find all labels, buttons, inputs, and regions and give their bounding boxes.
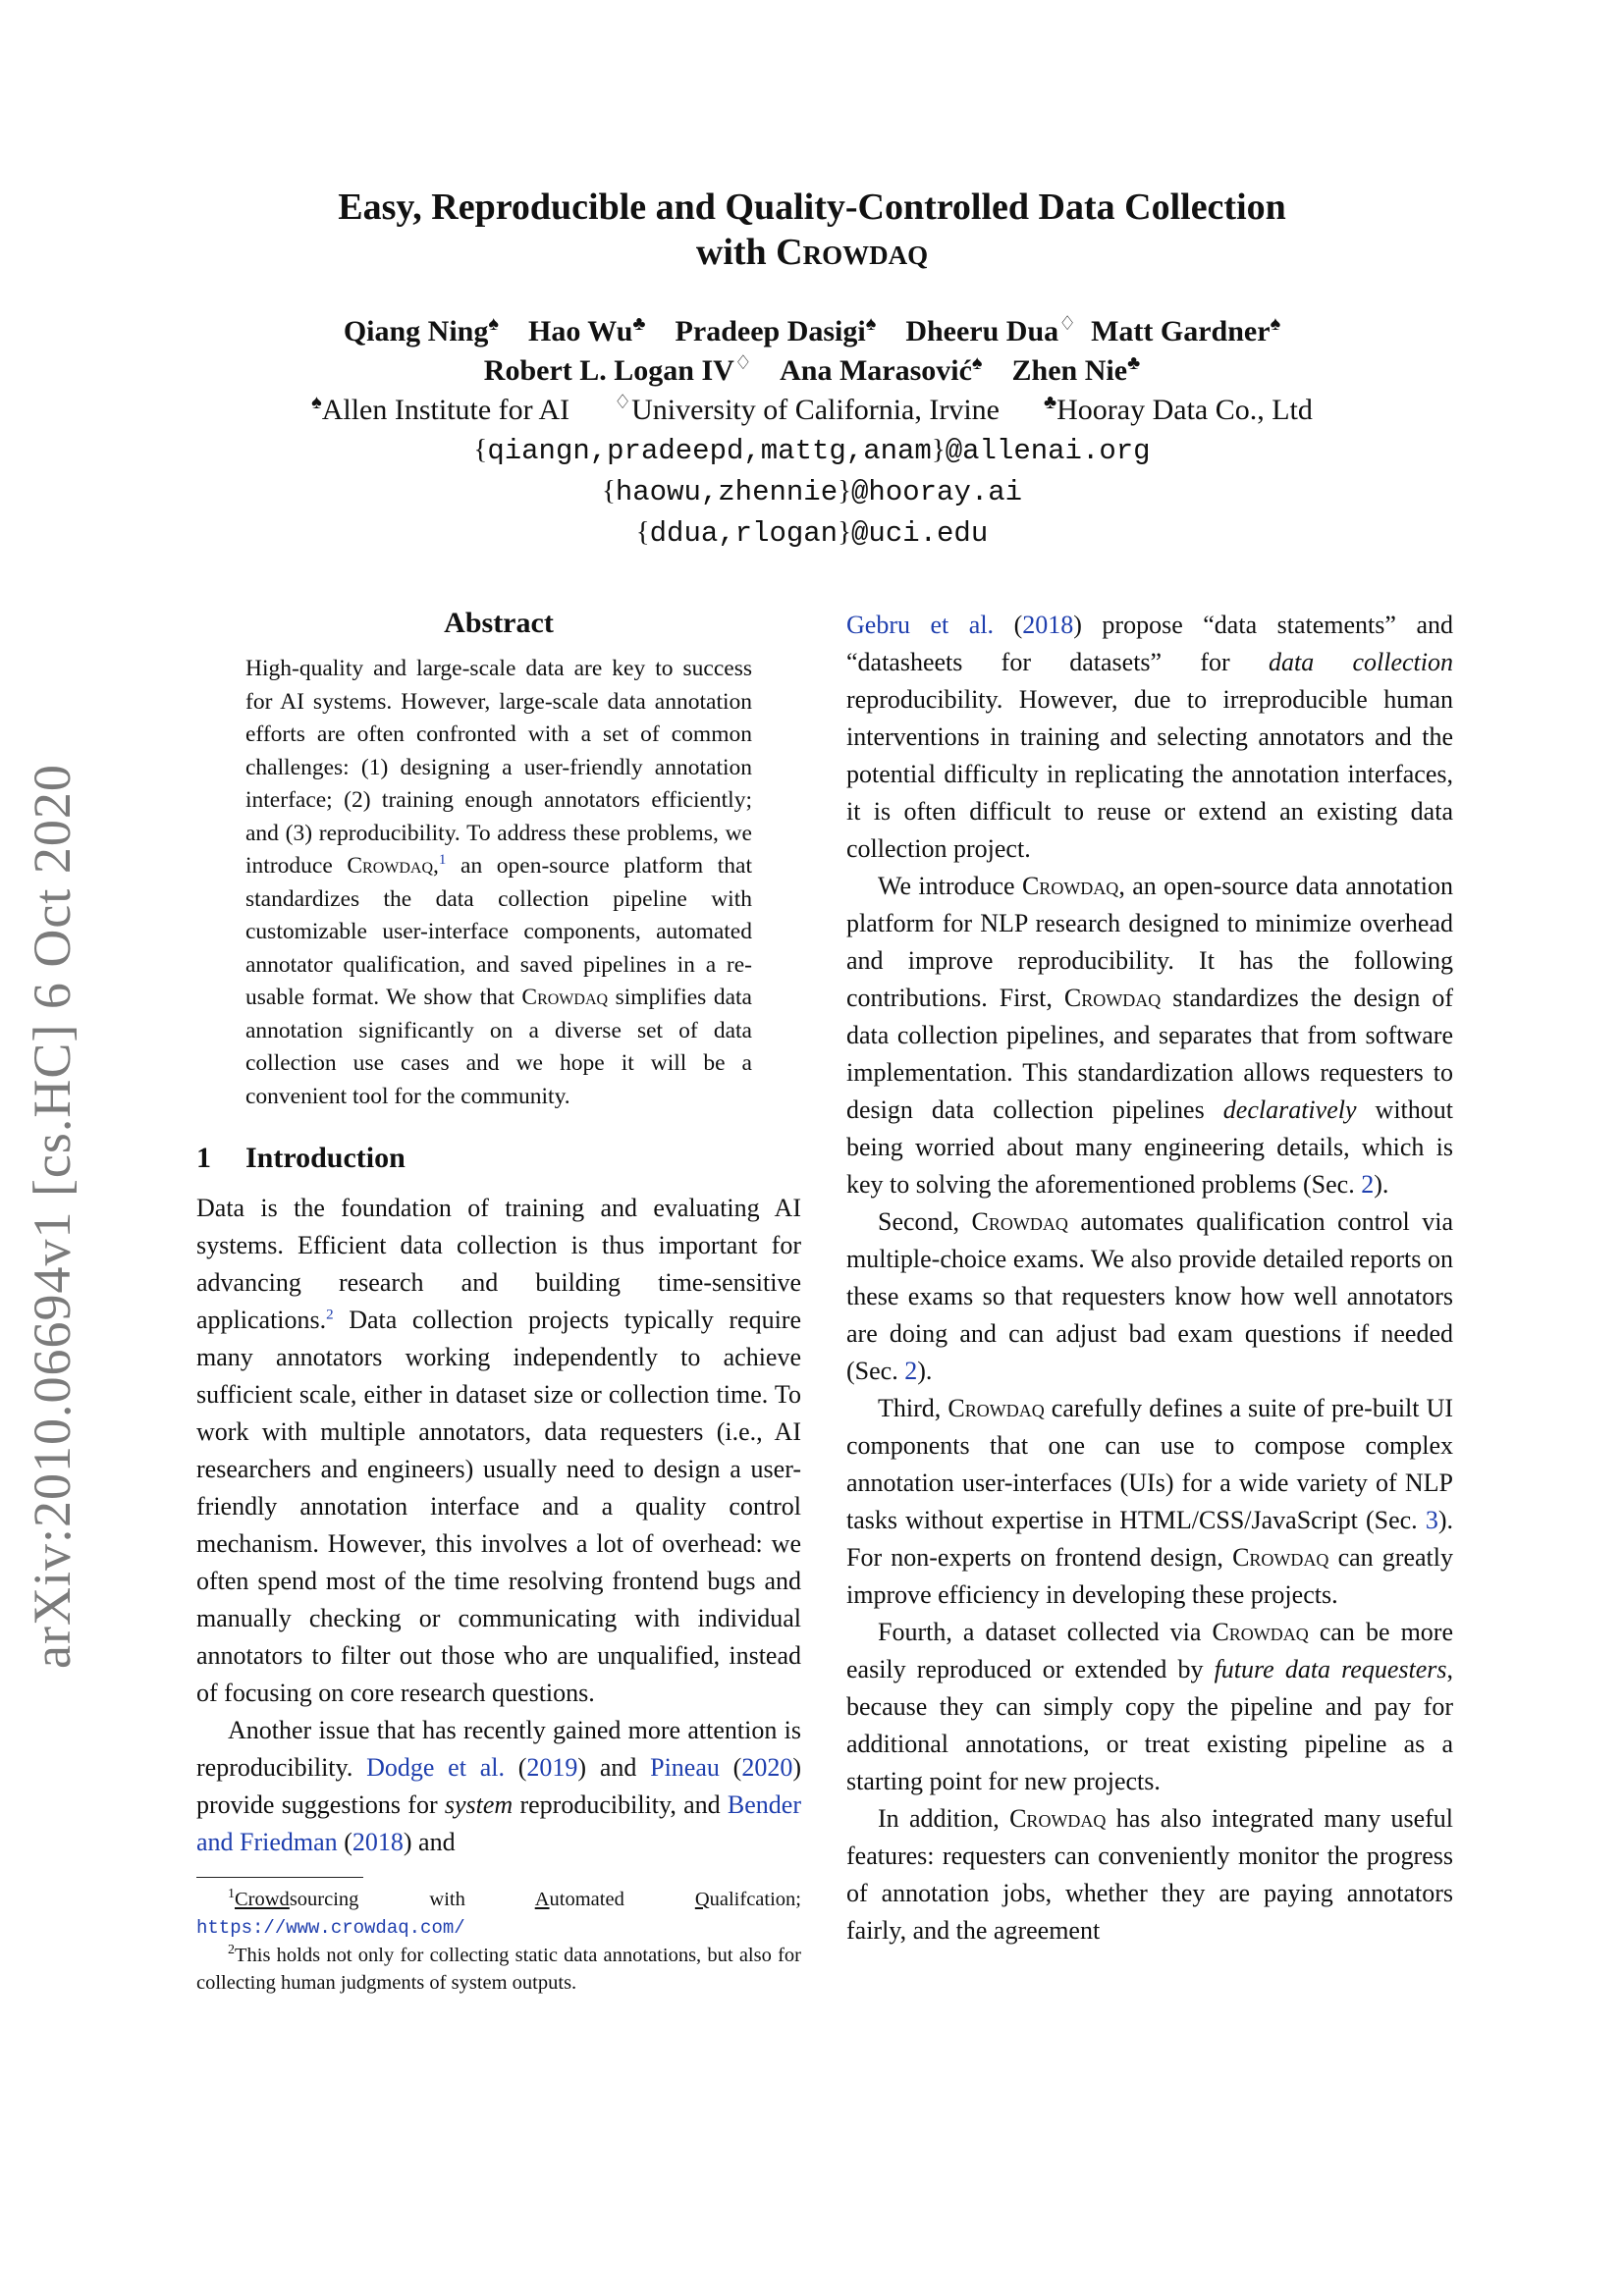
author-line-2 (0, 351, 1624, 391)
affiliation-line (0, 391, 1624, 430)
footnote-text: utomated (549, 1889, 695, 1910)
section-ref-link[interactable]: 2 (904, 1357, 918, 1385)
citation-year-link[interactable]: 2020 (741, 1753, 793, 1782)
right-paragraph-2 (846, 868, 1453, 1203)
body-text: ) (577, 1753, 587, 1782)
body-text: ). (917, 1357, 933, 1385)
crowdaq-name: Crowdaq (1021, 872, 1119, 900)
affiliation-mark: ♢ (614, 392, 632, 413)
footnote-text: sourcing with (289, 1889, 535, 1910)
body-text: Second, (878, 1207, 972, 1236)
body-text: , an open-source data annotation platform for NLP research designed to minimize overhead and improve reproducibility. It has the following contributions. First, (846, 872, 1454, 1012)
body-text: ) (1073, 611, 1082, 639)
right-column (846, 607, 1453, 1949)
citation-year-link[interactable]: 2018 (1022, 611, 1074, 639)
abstract-text: , (433, 853, 439, 879)
italic-text: future data requesters (1214, 1655, 1447, 1683)
footnote-number: 1 (228, 1887, 235, 1902)
affiliation-mark: ♠ (1270, 313, 1281, 335)
affiliation-mark: ♠ (865, 313, 877, 335)
email-line (0, 471, 1624, 512)
footnote-2 (196, 1942, 801, 1997)
body-text: ) (792, 1753, 801, 1782)
body-text: Fourth, a dataset collected via (878, 1618, 1213, 1646)
body-text: reproducibility, and (513, 1790, 728, 1819)
crowdaq-url-link[interactable]: https://www.crowdaq.com/ (196, 1917, 465, 1939)
right-paragraph-3 (846, 1203, 1453, 1390)
email-users: qiangn,pradeepd,mattg,anam (487, 435, 932, 467)
body-text: and (411, 1828, 456, 1856)
right-paragraph-6 (846, 1800, 1453, 1949)
author-name: Hao Wu (527, 315, 633, 347)
footnote-marker-link[interactable]: 2 (326, 1307, 334, 1323)
body-text: In addition, (878, 1804, 1010, 1833)
crowdaq-name: Crowdaq (1063, 984, 1162, 1012)
body-text: automates qualification control via multiple-choice exams. We also provide detailed reports on these exams so that requesters know how well annotators are doing and can adjust bad exam questions if needed (Sec. (846, 1207, 1454, 1385)
affiliation-mark: ♠ (488, 313, 499, 335)
body-text: propose “data statements” and “datasheets for datasets” for (846, 611, 1453, 676)
italic-text: declaratively (1222, 1095, 1357, 1124)
body-text: and (586, 1753, 651, 1782)
email-users: ddua,rlogan (649, 517, 839, 550)
footnote-text: ualifcation; (709, 1889, 801, 1910)
citation-year-link[interactable]: 2018 (352, 1828, 404, 1856)
email-users: haowu,zhennie (615, 476, 839, 508)
body-text: Third, (878, 1394, 948, 1422)
author-name: Zhen Nie (1011, 354, 1128, 387)
intro-paragraph-2 (196, 1712, 801, 1861)
body-text: ( (337, 1828, 352, 1856)
title-crowdaq: Crowdaq (776, 232, 929, 273)
email-line (0, 430, 1624, 471)
citation-link[interactable]: Dodge et al. (366, 1753, 505, 1782)
crowdaq-name: Crowdaq (1232, 1543, 1329, 1572)
footnote-text: This holds not only for collecting static data annotations, but also for collecting human judgments of system outputs. (196, 1945, 801, 1994)
affiliation-mark: ♠ (311, 392, 322, 413)
left-column (196, 604, 801, 1997)
section-ref-link[interactable]: 3 (1425, 1506, 1438, 1534)
section-ref-link[interactable]: 2 (1361, 1170, 1375, 1199)
brace: } (931, 434, 946, 465)
body-text: ) (403, 1828, 412, 1856)
brace: { (601, 475, 616, 507)
abstract-text: an open-source platform that standardizes the data collection pipeline with customizable user-interface components, automated annotator qualification, and saved pipelines in a re-usable format. We show that (245, 853, 752, 1010)
body-text: ( (719, 1753, 742, 1782)
body-text: Data is the foundation of training and evaluating AI systems. Efficient data collection is thus important for advancing research and building time-sensitive applications. (196, 1194, 801, 1334)
affiliation-mark: ♣ (632, 313, 646, 335)
email-domain: @allenai.org (945, 435, 1151, 467)
abstract-text: High-quality and large-scale data are key to success for AI systems. However, large-scale data annotation efforts are often confronted with a set of common challenges: (1) designing a user-friendly annotation interface; (2) training enough annotators efficiently; and (3) reproducibility. To address these problems, we introduce (245, 656, 752, 879)
affiliation-name: Hooray Data Co., Ltd (1056, 394, 1313, 426)
section-title: Introduction (245, 1142, 406, 1174)
body-text: Data collection projects typically require many annotators working independently to achieve sufficient scale, either in dataset size or collection time. To work with multiple annotators, data requesters (i.e., AI researchers and engineers) usually need to design a user-friendly annotation interface and a quality control mechanism. However, this involves a lot of overhead: we often spend most of the time resolving frontend bugs and manually checking or communicating with individual annotators to filter out those who are unqualified, instead of focusing on core research questions. (196, 1306, 801, 1707)
abstract-heading: Abstract (444, 607, 554, 639)
brace: { (635, 516, 650, 548)
email-domain: @uci.edu (851, 517, 989, 550)
footnote-text: Crowd (235, 1889, 290, 1910)
footnote-text: Q (694, 1889, 710, 1910)
title-line-2-prefix: with (695, 232, 777, 273)
email-line (0, 512, 1624, 554)
affiliation-mark: ♢ (733, 352, 752, 374)
email-domain: @hooray.ai (851, 476, 1023, 508)
affiliation-mark: ♣ (1127, 352, 1141, 374)
crowdaq-name: Crowdaq (947, 1394, 1045, 1422)
brace: } (838, 516, 852, 548)
author-name: Qiang Ning (343, 315, 489, 347)
affiliation-mark: ♢ (1058, 313, 1077, 335)
body-text: , because they can simply copy the pipeline and pay for additional annotations, or treat existing pipeline as a starting point for new projects. (846, 1655, 1453, 1795)
footnote-1 (196, 1886, 801, 1942)
footnote-number: 2 (228, 1943, 235, 1958)
paper-title (0, 185, 1624, 275)
affiliation-name: University of California, Irvine (631, 394, 1000, 426)
crowdaq-name: Crowdaq (1009, 1804, 1107, 1833)
body-text: We introduce (878, 872, 1022, 900)
affiliation-mark: ♣ (1044, 392, 1057, 413)
affiliation-name: Allen Institute for AI (321, 394, 570, 426)
body-text: ). (1374, 1170, 1389, 1199)
body-text: carefully defines a suite of pre-built UI components that one can use to compose complex annotation user-interfaces (UIs) for a wide variety of NLP tasks without expertise in HTML/CSS/JavaScript (Sec. (846, 1394, 1454, 1534)
footnote-text: A (534, 1889, 550, 1910)
footnote-marker-link[interactable]: 1 (438, 852, 447, 869)
crowdaq-name: Crowdaq (971, 1207, 1068, 1236)
right-paragraph-4 (846, 1390, 1453, 1614)
intro-paragraph-1 (196, 1190, 801, 1712)
italic-text: system (444, 1790, 514, 1819)
footnote-rule (196, 1877, 363, 1878)
title-line-1: Easy, Reproducible and Quality-Controlled Data Collection (338, 187, 1286, 228)
citation-link[interactable]: Pineau (650, 1753, 720, 1782)
author-name: Robert L. Logan IV (483, 354, 734, 387)
crowdaq-name: Crowdaq (521, 985, 609, 1010)
author-block (0, 312, 1624, 554)
body-text: provide suggestions for (196, 1790, 445, 1819)
abstract-body (245, 653, 752, 1113)
body-text: can be more easily reproduced or extended by (846, 1618, 1453, 1683)
body-text: ( (504, 1753, 527, 1782)
crowdaq-name: Crowdaq (1212, 1618, 1309, 1646)
body-text: standardizes the design of data collection pipelines, and separates that from software implementation. This standardization allows requesters to design data collection pipelines (846, 984, 1453, 1124)
citation-year-link[interactable]: 2019 (526, 1753, 578, 1782)
author-line-1 (0, 312, 1624, 351)
author-name: Matt Gardner (1091, 315, 1271, 347)
right-paragraph-5 (846, 1614, 1453, 1800)
title-block (0, 185, 1624, 275)
section-heading-introduction (196, 1139, 801, 1178)
right-paragraph-1 (846, 607, 1453, 868)
body-text: can greatly improve efficiency in developing these projects. (846, 1543, 1453, 1609)
brace: { (473, 434, 488, 465)
arxiv-identifier: arXiv:2010.06694v1 [cs.HC] 6 Oct 2020 (23, 764, 81, 1669)
author-name: Ana Marasović (780, 354, 972, 387)
body-text: reproducibility. However, due to irreproducible human interventions in training and selecting annotators and the potential difficulty in replicating the annotation interfaces, it is often difficult to reuse or extend an existing data collection project. (846, 685, 1453, 863)
citation-link[interactable]: Bender and Friedman (196, 1790, 801, 1856)
author-name: Pradeep Dasigi (675, 315, 866, 347)
abstract-text: simplifies data annotation significantly on a diverse set of data collection use cases and we hope it will be a convenient tool for the community. (245, 985, 752, 1109)
section-number: 1 (196, 1142, 211, 1174)
body-text: ( (994, 611, 1023, 639)
body-text: has also integrated many useful features: requesters can conveniently monitor the progress of annotation jobs, whether they are paying annotators fairly, and the agreement (846, 1804, 1454, 1945)
italic-text: data collection (1268, 648, 1453, 676)
crowdaq-name: Crowdaq (347, 853, 434, 879)
author-name: Dheeru Dua (905, 315, 1059, 347)
affiliation-mark: ♠ (971, 352, 983, 374)
brace: } (838, 475, 852, 507)
body-text: Another issue that has recently gained more attention is reproducibility. (196, 1716, 801, 1782)
body-text: without being worried about many engineering details, which is key to solving the aforementioned problems (Sec. (846, 1095, 1453, 1199)
body-text: ). For non-experts on frontend design, (846, 1506, 1453, 1572)
citation-link[interactable]: Gebru et al. (846, 611, 995, 639)
